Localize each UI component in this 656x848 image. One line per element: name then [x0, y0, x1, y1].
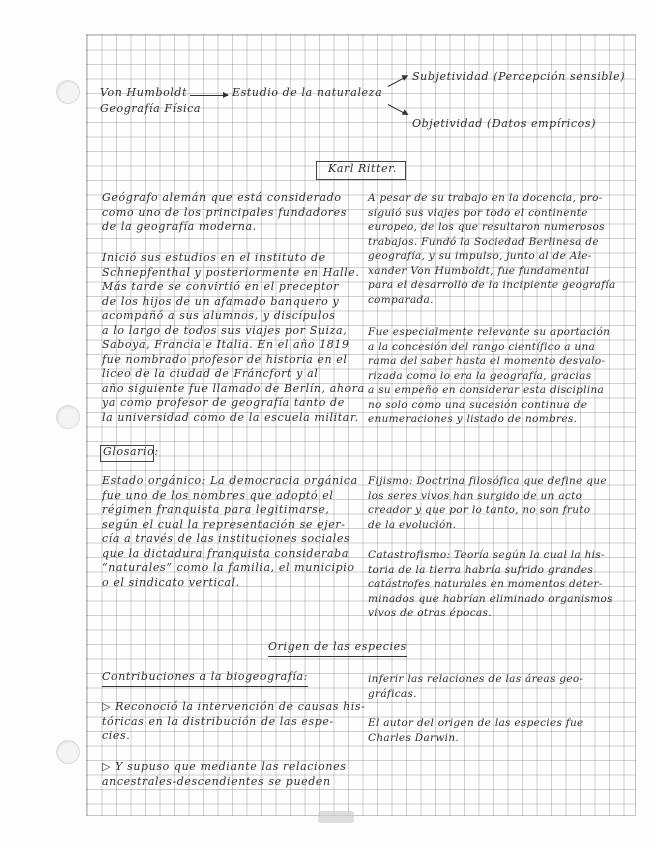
- contrib-heading: Contribuciones a la biogeografía:: [102, 670, 308, 687]
- glossary-fijismo: Fijismo: Doctrina filosófica que define que los seres vivos han surgido de un acto creador y que por lo tanto, no son fruto de la evolución.: [368, 475, 607, 531]
- header-branch-top: Subjetividad (Percepción sensible): [412, 70, 626, 83]
- contrib-bullet-1: ▷ Reconoció la intervención de causas his- tóricas en la distribución de las espe- cies.: [102, 700, 366, 742]
- origin-heading: Origen de las especies: [268, 640, 407, 657]
- watermark-logo-icon: [318, 811, 354, 823]
- page-title: Karl Ritter.: [328, 162, 397, 175]
- contrib-right-2: El autor del origen de las especies fue Charles Darwin.: [368, 717, 584, 744]
- bio-paragraph: Inició sus estudios en el instituto de Schnepfenthal y posteriormente en Halle. Más tarde se convirtió en el preceptor de los hijos de un afamado banquero y acompañó a sus alumnos, y discípulos a lo largo de todos sus viajes por Suiza, Saboya, Francia e Italia. En el año 1819 fue nombrado profesor de historia en el liceo de la ciudad de Fráncfort y al año siguiente fue llamado de Berlín, ahora ya como profesor de geografía tanto de la universidad como de la escuela militar.: [102, 251, 365, 424]
- binder-hole-icon: [56, 80, 80, 104]
- contrib-right-1: inferir las relaciones de las áreas geo- gráficas.: [368, 673, 584, 700]
- header-branch-bottom: Objetividad (Datos empíricos): [412, 117, 597, 130]
- binder-hole-icon: [56, 405, 80, 429]
- binder-hole-icon: [56, 740, 80, 764]
- relevance-paragraph: Fue especialmente relevante su aportación a la concesión del rango científico a una rama del saber hasta el momento desvalo- rizada como lo era la geografía, gracias a su empeño en considerar esta disciplina no solo como una sucesión continua de enumeraciones y listado de nombres.: [368, 326, 611, 425]
- arrow-right-icon: [190, 95, 228, 96]
- glossary-catastrofismo: Catastrofismo: Teoría según la cual la his- toria de la tierra habría sufrido grandes catástrofes naturales en momentos deter- minados que habrían eliminado organismos vivos de otras épocas.: [368, 549, 613, 619]
- career-paragraph: A pesar de su trabajo en la docencia, pro- siguió sus viajes por todo el continente europeo, de los que resultaron numerosos trabajos. Fundó la Sociedad Berlinesa de geografía, y su impulso, junto al de Ale- xander Von Humboldt, fue fundamental para el desarrollo de la incipiente geografía comparada.: [368, 192, 616, 306]
- header-left-line2: Geografía Física: [100, 102, 202, 115]
- intro-paragraph: Geógrafo alemán que está considerado como uno de los principales fundadores de la geografía moderna.: [102, 191, 348, 233]
- header-left-line1: Von Humboldt: [100, 86, 188, 99]
- contrib-bullet-2: ▷ Y supuso que mediante las relaciones ancestrales-descendientes se pueden: [102, 760, 347, 788]
- header-middle: Estudio de la naturaleza: [232, 86, 383, 99]
- glossary-heading: Glosario:: [103, 445, 159, 458]
- glossary-estado-organico: Estado orgánico: La democracia orgánica fue uno de los nombres que adoptó el régimen franquista para legitimarse, según el cual la representación se ejer- cía a través de las instituciones sociales que la dictadura franquista consideraba “naturales” como la familia, el municipio o el sindicato vertical.: [102, 474, 358, 589]
